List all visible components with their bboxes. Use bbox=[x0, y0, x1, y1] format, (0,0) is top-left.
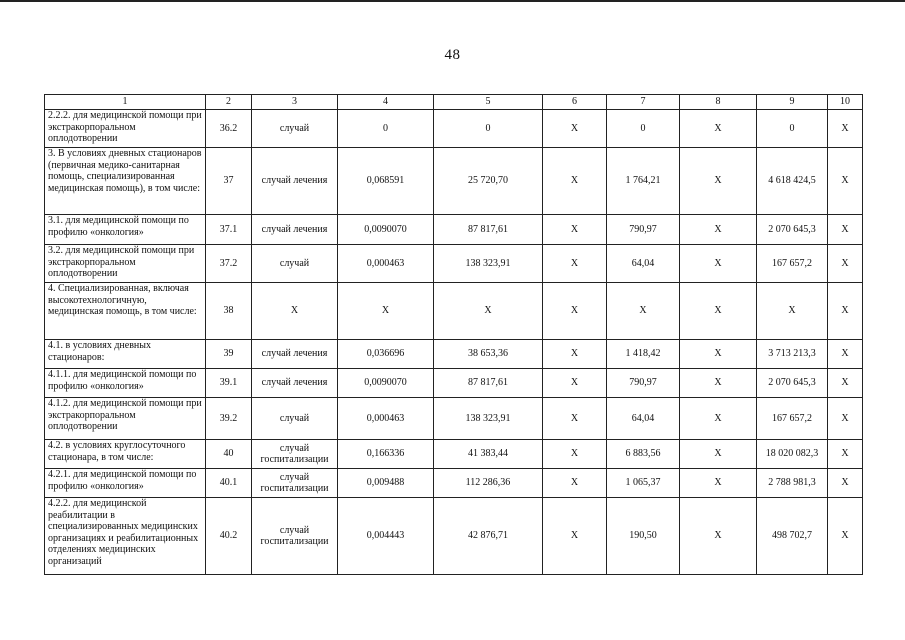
value-cell: 190,50 bbox=[607, 498, 680, 575]
value-cell: 0,004443 bbox=[338, 498, 434, 575]
unit-cell: случай госпитализации bbox=[252, 469, 338, 498]
value-cell: Х bbox=[828, 148, 863, 215]
value-cell: 0 bbox=[338, 110, 434, 148]
column-header: 2 bbox=[206, 95, 252, 110]
value-cell: Х bbox=[680, 148, 757, 215]
table-row bbox=[45, 283, 863, 340]
value-cell: Х bbox=[543, 469, 607, 498]
row-label: 4.2.1. для медицинской помощи по профилю «онкология» bbox=[45, 469, 206, 498]
value-cell: 790,97 bbox=[607, 369, 680, 398]
value-cell: Х bbox=[607, 283, 680, 340]
value-cell: 167 657,2 bbox=[757, 398, 828, 440]
row-number: 39.1 bbox=[206, 369, 252, 398]
table-row bbox=[45, 469, 863, 498]
value-cell: 112 286,36 bbox=[434, 469, 543, 498]
row-label: 4. Специализированная, включая высокотехнологичную, медицинская помощь, в том числе: bbox=[45, 283, 206, 340]
column-header: 7 bbox=[607, 95, 680, 110]
column-header: 1 bbox=[45, 95, 206, 110]
value-cell: Х bbox=[828, 215, 863, 245]
value-cell: Х bbox=[680, 440, 757, 469]
value-cell: Х bbox=[828, 245, 863, 283]
value-cell: 138 323,91 bbox=[434, 398, 543, 440]
value-cell: 6 883,56 bbox=[607, 440, 680, 469]
row-label: 4.1. в условиях дневных стационаров: bbox=[45, 340, 206, 369]
unit-cell: случай лечения bbox=[252, 148, 338, 215]
value-cell: 0 bbox=[757, 110, 828, 148]
value-cell: Х bbox=[680, 283, 757, 340]
row-number: 38 bbox=[206, 283, 252, 340]
column-header: 6 bbox=[543, 95, 607, 110]
value-cell: 3 713 213,3 bbox=[757, 340, 828, 369]
value-cell: Х bbox=[680, 498, 757, 575]
page-number: 48 bbox=[444, 47, 461, 63]
value-cell: 38 653,36 bbox=[434, 340, 543, 369]
value-cell: Х bbox=[543, 245, 607, 283]
value-cell: 87 817,61 bbox=[434, 215, 543, 245]
value-cell: 0,036696 bbox=[338, 340, 434, 369]
row-number: 39.2 bbox=[206, 398, 252, 440]
value-cell: Х bbox=[543, 340, 607, 369]
value-cell: 41 383,44 bbox=[434, 440, 543, 469]
value-cell: Х bbox=[828, 498, 863, 575]
data-table bbox=[44, 94, 863, 575]
unit-cell: случай bbox=[252, 245, 338, 283]
value-cell: 64,04 bbox=[607, 245, 680, 283]
value-cell: 498 702,7 bbox=[757, 498, 828, 575]
column-header: 3 bbox=[252, 95, 338, 110]
value-cell: 1 764,21 bbox=[607, 148, 680, 215]
value-cell: 0,0090070 bbox=[338, 215, 434, 245]
value-cell: Х bbox=[680, 110, 757, 148]
row-label: 3. В условиях дневных стационаров (первичная медико-санитарная помощь, специализированная медицинская помощь), в том числе: bbox=[45, 148, 206, 215]
row-label: 4.2. в условиях круглосуточного стационара, в том числе: bbox=[45, 440, 206, 469]
value-cell: 0,0090070 bbox=[338, 369, 434, 398]
value-cell: 0,166336 bbox=[338, 440, 434, 469]
value-cell: Х bbox=[828, 283, 863, 340]
value-cell: Х bbox=[543, 283, 607, 340]
value-cell: 1 418,42 bbox=[607, 340, 680, 369]
row-label: 4.1.1. для медицинской помощи по профилю «онкология» bbox=[45, 369, 206, 398]
unit-cell: случай bbox=[252, 110, 338, 148]
value-cell: Х bbox=[828, 440, 863, 469]
table-row bbox=[45, 498, 863, 575]
value-cell: Х bbox=[757, 283, 828, 340]
value-cell: 167 657,2 bbox=[757, 245, 828, 283]
table-row bbox=[45, 369, 863, 398]
row-number: 37.1 bbox=[206, 215, 252, 245]
value-cell: 0 bbox=[607, 110, 680, 148]
unit-cell: случай лечения bbox=[252, 369, 338, 398]
value-cell: Х bbox=[828, 110, 863, 148]
value-cell: 42 876,71 bbox=[434, 498, 543, 575]
value-cell: 87 817,61 bbox=[434, 369, 543, 398]
value-cell: Х bbox=[680, 369, 757, 398]
value-cell: 25 720,70 bbox=[434, 148, 543, 215]
value-cell: 2 070 645,3 bbox=[757, 215, 828, 245]
value-cell: Х bbox=[543, 215, 607, 245]
value-cell: Х bbox=[543, 369, 607, 398]
unit-cell: случай лечения bbox=[252, 215, 338, 245]
row-number: 37.2 bbox=[206, 245, 252, 283]
value-cell: 4 618 424,5 bbox=[757, 148, 828, 215]
header-row bbox=[45, 95, 863, 110]
row-number: 36.2 bbox=[206, 110, 252, 148]
table-row bbox=[45, 110, 863, 148]
row-number: 40.2 bbox=[206, 498, 252, 575]
row-label: 2.2.2. для медицинской помощи при экстракорпоральном оплодотворении bbox=[45, 110, 206, 148]
value-cell: Х bbox=[680, 245, 757, 283]
row-label: 4.2.2. для медицинской реабилитации в специализированных медицинских организациях и реабилитационных отделениях медицинских организаций bbox=[45, 498, 206, 575]
column-header: 5 bbox=[434, 95, 543, 110]
unit-cell: Х bbox=[252, 283, 338, 340]
row-number: 40.1 bbox=[206, 469, 252, 498]
value-cell: 0 bbox=[434, 110, 543, 148]
value-cell: Х bbox=[543, 498, 607, 575]
value-cell: 0,009488 bbox=[338, 469, 434, 498]
value-cell: 64,04 bbox=[607, 398, 680, 440]
table-row bbox=[45, 398, 863, 440]
table-row bbox=[45, 340, 863, 369]
value-cell: Х bbox=[543, 440, 607, 469]
table-row bbox=[45, 440, 863, 469]
value-cell: 138 323,91 bbox=[434, 245, 543, 283]
value-cell: Х bbox=[828, 469, 863, 498]
value-cell: Х bbox=[680, 340, 757, 369]
column-header: 4 bbox=[338, 95, 434, 110]
value-cell: 18 020 082,3 bbox=[757, 440, 828, 469]
value-cell: 2 788 981,3 bbox=[757, 469, 828, 498]
column-header: 8 bbox=[680, 95, 757, 110]
value-cell: 0,068591 bbox=[338, 148, 434, 215]
column-header: 10 bbox=[828, 95, 863, 110]
value-cell: Х bbox=[680, 469, 757, 498]
value-cell: Х bbox=[828, 398, 863, 440]
column-header: 9 bbox=[757, 95, 828, 110]
value-cell: Х bbox=[680, 215, 757, 245]
row-label: 3.1. для медицинской помощи по профилю «онкология» bbox=[45, 215, 206, 245]
value-cell: Х bbox=[338, 283, 434, 340]
row-number: 37 bbox=[206, 148, 252, 215]
unit-cell: случай лечения bbox=[252, 340, 338, 369]
row-label: 3.2. для медицинской помощи при экстракорпоральном оплодотворении bbox=[45, 245, 206, 283]
value-cell: Х bbox=[543, 110, 607, 148]
value-cell: 0,000463 bbox=[338, 398, 434, 440]
row-number: 40 bbox=[206, 440, 252, 469]
value-cell: Х bbox=[543, 398, 607, 440]
row-number: 39 bbox=[206, 340, 252, 369]
table-row bbox=[45, 148, 863, 215]
value-cell: 0,000463 bbox=[338, 245, 434, 283]
value-cell: Х bbox=[543, 148, 607, 215]
row-label: 4.1.2. для медицинской помощи при экстракорпоральном оплодотворении bbox=[45, 398, 206, 440]
page-top-border bbox=[0, 0, 905, 2]
unit-cell: случай госпитализации bbox=[252, 498, 338, 575]
value-cell: Х bbox=[680, 398, 757, 440]
unit-cell: случай bbox=[252, 398, 338, 440]
value-cell: Х bbox=[828, 340, 863, 369]
table-row bbox=[45, 215, 863, 245]
value-cell: 2 070 645,3 bbox=[757, 369, 828, 398]
value-cell: 790,97 bbox=[607, 215, 680, 245]
table-row bbox=[45, 245, 863, 283]
value-cell: Х bbox=[434, 283, 543, 340]
value-cell: 1 065,37 bbox=[607, 469, 680, 498]
value-cell: Х bbox=[828, 369, 863, 398]
unit-cell: случай госпитализации bbox=[252, 440, 338, 469]
